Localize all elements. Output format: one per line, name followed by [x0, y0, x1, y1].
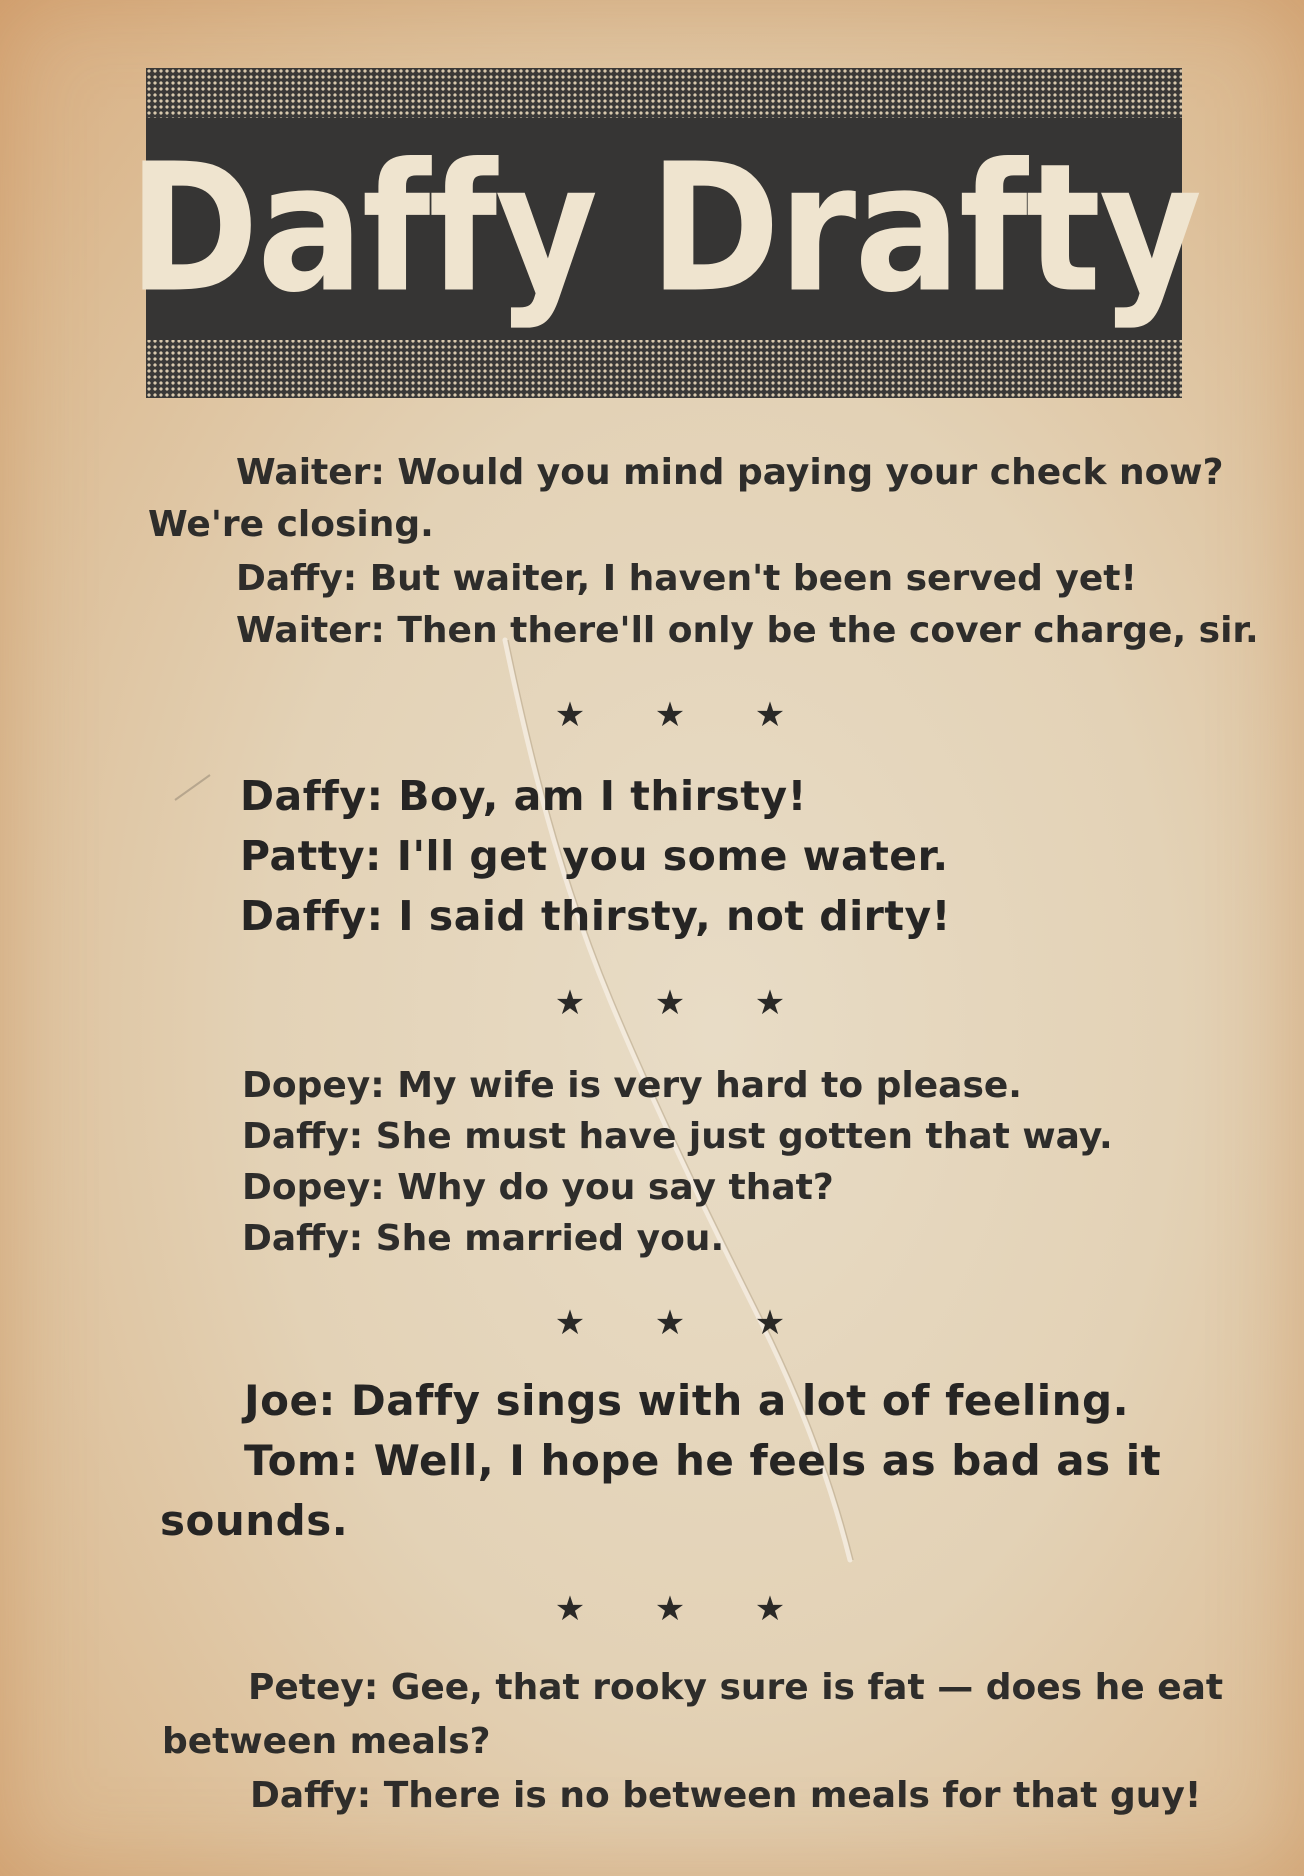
- joke-1: [148, 452, 1259, 665]
- joke-line: Waiter: Then there'll only be the cover charge, sir.: [236, 610, 1259, 651]
- page-title: Daffy Drafty: [127, 125, 1201, 333]
- joke-line: Dopey: Why do you say that?: [242, 1167, 834, 1208]
- star-icon: ★: [554, 1303, 586, 1343]
- joke-line: Daffy: There is no between meals for that guy!: [250, 1775, 1202, 1816]
- joke-line: Dopey: My wife is very hard to please.: [242, 1065, 1022, 1106]
- joke-line: Tom: Well, I hope he feels as bad as it: [244, 1436, 1162, 1485]
- star-icon: ★: [654, 983, 686, 1023]
- joke-5: [162, 1667, 1224, 1832]
- star-icon: ★: [554, 983, 586, 1023]
- star-icon: ★: [554, 695, 586, 735]
- joke-4: [160, 1376, 1196, 1560]
- separator-1: [550, 695, 790, 735]
- star-icon: ★: [554, 1589, 586, 1629]
- joke-line: Daffy: Boy, am I thirsty!: [240, 772, 807, 820]
- joke-2: [148, 772, 1196, 956]
- star-icon: ★: [654, 695, 686, 735]
- joke-3: [148, 1065, 1196, 1272]
- joke-line: Daffy: But waiter, I haven't been served yet!: [236, 558, 1137, 599]
- star-icon: ★: [654, 1303, 686, 1343]
- joke-line: We're closing.: [148, 504, 434, 545]
- joke-line: Waiter: Would you mind paying your check now?: [236, 452, 1224, 493]
- star-icon: ★: [754, 695, 786, 735]
- star-icon: ★: [754, 983, 786, 1023]
- separator-4: [550, 1589, 790, 1629]
- star-icon: ★: [754, 1303, 786, 1343]
- joke-line: Daffy: I said thirsty, not dirty!: [240, 892, 951, 940]
- title-banner: [127, 68, 1201, 398]
- separator-2: [550, 983, 790, 1023]
- joke-line: Patty: I'll get you some water.: [240, 832, 949, 880]
- joke-line: Daffy: She married you.: [242, 1218, 725, 1259]
- star-icon: ★: [654, 1589, 686, 1629]
- joke-line: sounds.: [160, 1496, 349, 1545]
- joke-line: Joe: Daffy sings with a lot of feeling.: [244, 1376, 1130, 1425]
- joke-line: Petey: Gee, that rooky sure is fat — does he eat: [248, 1667, 1224, 1708]
- star-icon: ★: [754, 1589, 786, 1629]
- joke-line: between meals?: [162, 1721, 491, 1762]
- joke-line: Daffy: She must have just gotten that way.: [242, 1116, 1113, 1157]
- title-band: [127, 118, 1201, 340]
- separator-3: [550, 1303, 790, 1343]
